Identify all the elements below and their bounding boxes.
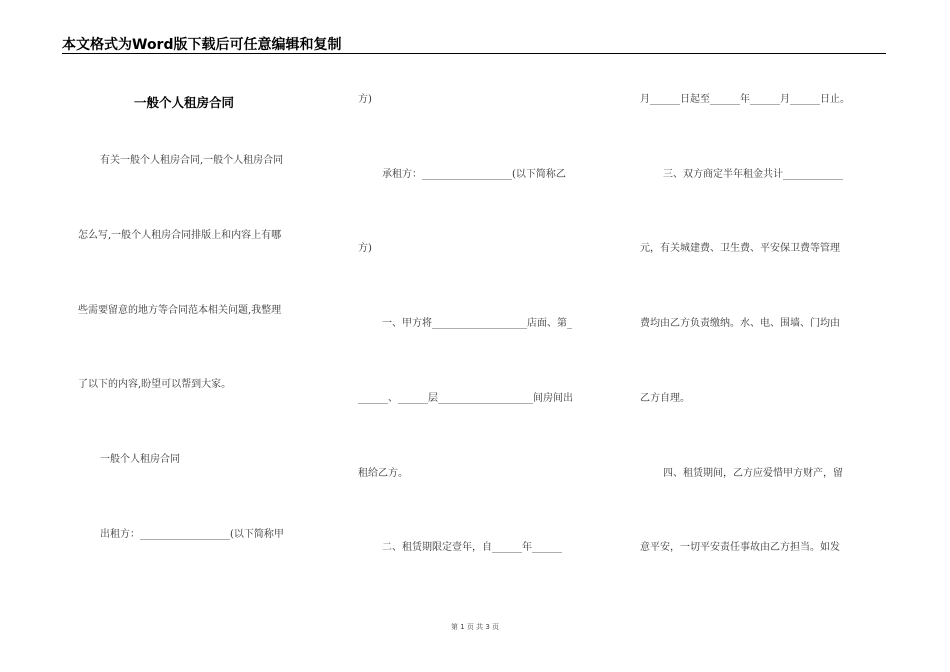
document-title: 一般个人租房合同 bbox=[134, 95, 235, 110]
text-line: 了以下的内容,盼望可以帮到大家。 bbox=[78, 379, 232, 390]
text-line: 月______日起至______年______月______日止。 bbox=[640, 94, 850, 105]
text-line: 三、双方商定半年租金共计____________ bbox=[663, 169, 843, 180]
text-line: 有关一般个人租房合同,一般个人租房合同 bbox=[100, 155, 284, 166]
text-line: 怎么写,一般个人租房合同排版上和内容上有哪 bbox=[78, 230, 282, 241]
text-line: 承租方：__________________(以下简称乙 bbox=[382, 169, 566, 180]
text-line: 元，有关城建费、卫生费、平安保卫费等管理 bbox=[640, 243, 840, 254]
text-line: 一、甲方将___________________店面、第_ bbox=[382, 318, 572, 329]
text-line: 意平安，一切平安责任事故由乙方担当。如发 bbox=[640, 542, 840, 553]
header-text: 本文格式为Word版下载后可任意编辑和复制 bbox=[62, 37, 342, 53]
text-line: ______、______层___________________间房间出 bbox=[358, 393, 573, 404]
text-line: 费均由乙方负责缴纳。水、电、围墙、门均由 bbox=[640, 318, 840, 329]
text-line: 二、租赁期限定壹年，自______年______ bbox=[382, 542, 562, 553]
page-header bbox=[62, 34, 886, 54]
text-line: 些需要留意的地方等合同范本相关问题,我整理 bbox=[78, 305, 282, 316]
text-line: 方) bbox=[358, 94, 372, 105]
text-line: 租给乙方。 bbox=[358, 468, 408, 479]
page-footer: 第 1 页 共 3 页 bbox=[450, 623, 500, 631]
text-line: 一般个人租房合同 bbox=[100, 454, 180, 465]
text-line: 出租方：__________________(以下简称甲 bbox=[100, 529, 284, 540]
text-line: 乙方自理。 bbox=[640, 393, 690, 404]
text-line: 四、租赁期间，乙方应爱惜甲方财产，留 bbox=[663, 468, 843, 479]
text-line: 方) bbox=[358, 243, 372, 254]
